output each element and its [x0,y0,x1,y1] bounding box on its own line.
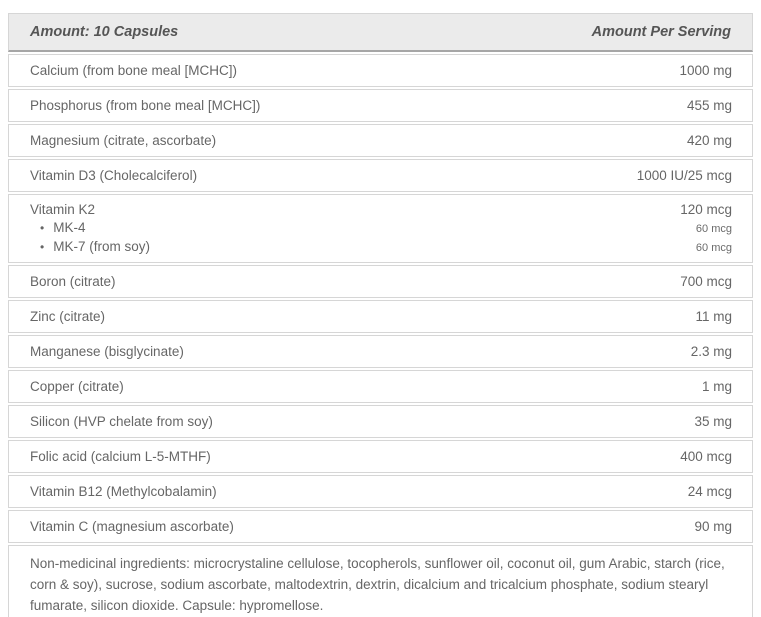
row-amount: 2.3 mg [690,344,732,359]
row-amount: 24 mcg [687,484,732,499]
table-row [8,300,753,333]
row-label: Folic acid (calcium L-5-MTHF) [30,449,211,464]
row-amount: 420 mg [686,133,732,148]
header-per-serving-label: Amount Per Serving [591,24,731,40]
table-row [8,440,753,473]
row-label: Magnesium (citrate, ascorbate) [30,133,217,148]
table-row [8,475,753,508]
row-label: Vitamin D3 (Cholecalciferol) [30,168,198,183]
row-amount: 1 mg [701,379,732,394]
table-row [8,89,753,122]
bullet-icon: • [40,221,45,235]
table-row [8,335,753,368]
table-row [8,159,753,192]
bullet-icon: • [40,240,45,254]
row-amount: 11 mg [695,309,732,324]
row-label: Boron (citrate) [30,274,116,289]
sub-row [30,219,732,238]
sub-row-label: MK-4 [53,220,86,235]
row-amount: 1000 IU/25 mcg [636,168,732,183]
sub-row-amount: 60 mcg [695,242,732,254]
row-label: Calcium (from bone meal [MCHC]) [30,63,238,78]
supplement-facts-table [8,13,753,617]
row-label: Zinc (citrate) [30,309,106,324]
row-label: Copper (citrate) [30,379,124,394]
non-medicinal-ingredients-row [8,545,753,617]
row-label: Manganese (bisglycinate) [30,344,184,359]
row-amount: 700 mcg [680,274,732,289]
non-medicinal-ingredients-text: Non-medicinal ingredients: microcrystaline cellulose, tocopherols, sunflower oil, coconut oil, gum Arabic, starch (rice, corn & soy), sucrose, sodium ascorbate, maltodextrin, dextrin, dicalcium and tricalcium phosphate, sodium stearyl fumarate, silicon dioxide. Capsule: hypromellose. [30,556,725,613]
row-label: Vitamin K2 [30,202,96,217]
table-row [8,124,753,157]
row-label: Vitamin B12 (Methylcobalamin) [30,484,217,499]
sub-row-label: MK-7 (from soy) [53,239,150,254]
header-amount-label: Amount: 10 Capsules [30,24,179,40]
sub-row-amount: 60 mcg [695,223,732,235]
row-amount: 455 mg [686,98,732,113]
sub-row [30,238,732,257]
row-label: Phosphorus (from bone meal [MCHC]) [30,98,261,113]
row-amount: 1000 mg [679,63,732,78]
row-amount: 400 mcg [680,449,732,464]
row-amount: 35 mg [694,414,732,429]
row-label: Vitamin C (magnesium ascorbate) [30,519,234,534]
row-amount: 120 mcg [680,202,732,217]
table-row [8,194,753,263]
table-row [8,510,753,543]
table-body [8,54,753,543]
table-row [8,405,753,438]
table-row [8,54,753,87]
row-amount: 90 mg [694,519,732,534]
table-row [8,265,753,298]
table-header-row [8,13,753,52]
row-label: Silicon (HVP chelate from soy) [30,414,213,429]
table-row [8,370,753,403]
